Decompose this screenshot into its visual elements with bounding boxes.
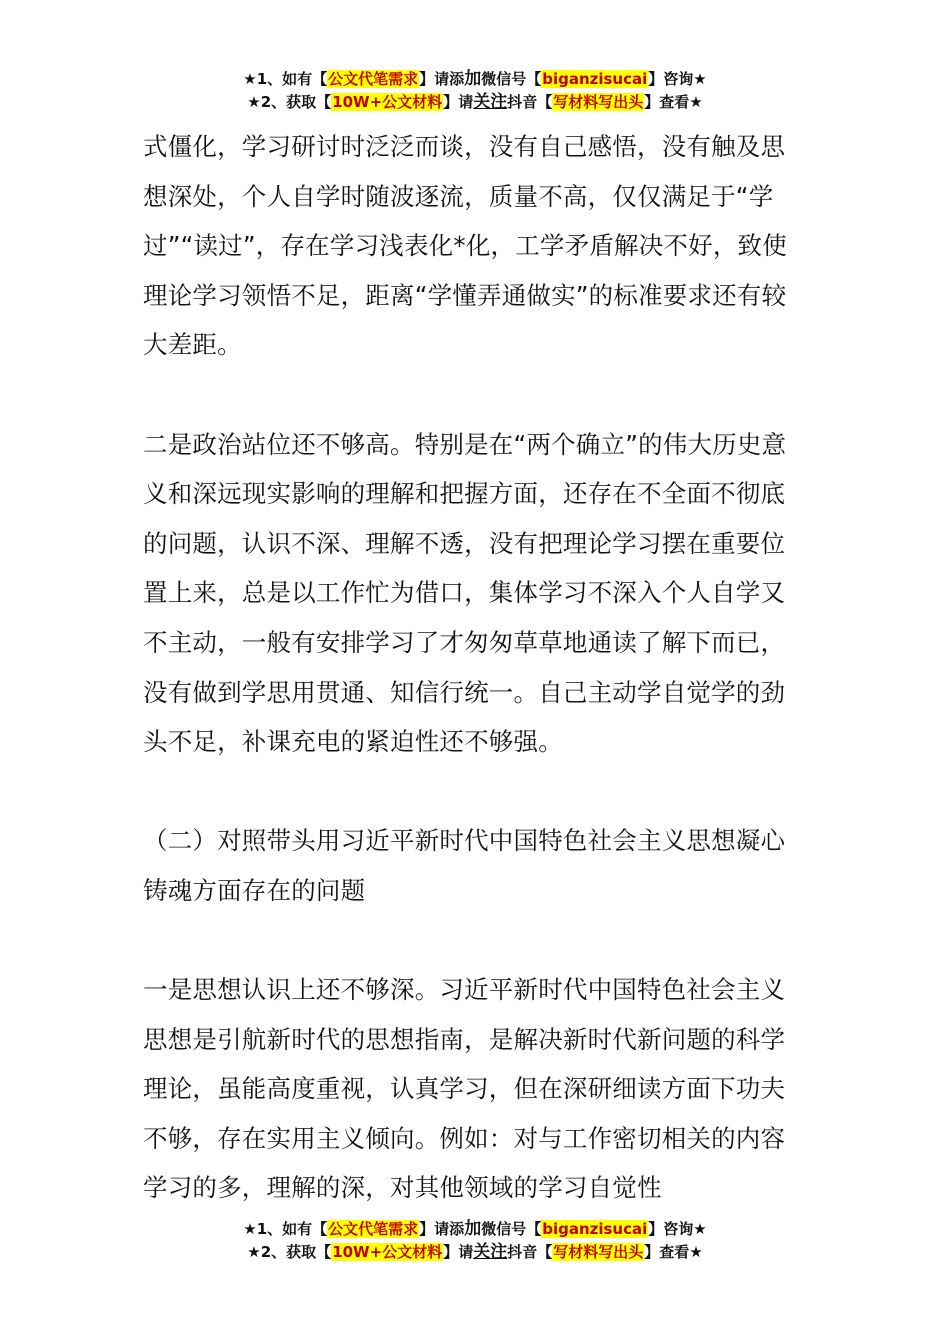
banner-text: 】请 — [443, 1243, 474, 1261]
paragraph-gap — [143, 370, 809, 420]
banner-text: 抖音【 — [507, 1243, 553, 1261]
banner-emphasis: 关注 — [473, 1242, 508, 1262]
banner-text: 】咨询★ — [648, 1220, 707, 1238]
highlight-text: 10W+公文材料 — [332, 1243, 443, 1261]
banner-text: ★2、获取【 — [247, 1243, 332, 1261]
banner-line-2 — [0, 1241, 950, 1264]
banner-line-1 — [0, 68, 950, 91]
footer-banner — [0, 1218, 950, 1264]
douyin-id: 写材料写出头 — [553, 1243, 644, 1261]
highlight-text: 10W+公文材料 — [332, 93, 443, 111]
header-banner — [0, 68, 950, 114]
document-body — [143, 122, 809, 1213]
banner-text: ★1、如有【 — [243, 70, 328, 88]
banner-line-1 — [0, 1218, 950, 1241]
section-heading: （二）对照带头用习近平新时代中国特色社会主义思想凝心铸魂方面存在的问题 — [143, 826, 786, 905]
banner-text: 】咨询★ — [648, 70, 707, 88]
highlight-text: 公文代笔需求 — [328, 1220, 419, 1238]
paragraph: 二是政治站位还不够高。特别是在“两个确立”的伟大历史意义和深远现实影响的理解和把握方面，还存在不全面不彻底的问题，认识不深、理解不透，没有把理论学习摆在重要位置上来，总是以工作忙为借口，集体学习不深入个人自学又不主动，一般有安排学习了才匆匆草草地通读了解下而已，没有做到学思用贯通、知信行统一。自己主动学自觉学的劲头不足，补课充电的紧迫性还不够强。 — [143, 429, 787, 757]
banner-text: ★1、如有【 — [243, 1220, 328, 1238]
banner-emphasis: 加 — [464, 1219, 482, 1239]
banner-text: 】请添 — [419, 70, 465, 88]
wechat-id: biganzisucai — [542, 1220, 648, 1238]
banner-emphasis: 加 — [464, 69, 482, 89]
banner-text: 】查看★ — [644, 1243, 703, 1261]
banner-emphasis: 关注 — [473, 92, 508, 112]
banner-line-2 — [0, 91, 950, 114]
paragraph: 式僵化，学习研讨时泛泛而谈，没有自己感悟，没有触及思想深处，个人自学时随波逐流，质量不高，仅仅满足于“学过”“读过”，存在学习浅表化*化，工学矛盾解决不好，致使理论学习领悟不足，距离“学懂弄通做实”的标准要求还有较大差距。 — [143, 132, 787, 360]
banner-text: 微信号【 — [481, 70, 542, 88]
douyin-id: 写材料写出头 — [553, 93, 644, 111]
banner-text: 微信号【 — [481, 1220, 542, 1238]
paragraph-gap — [143, 916, 809, 966]
paragraph-gap — [143, 767, 809, 817]
highlight-text: 公文代笔需求 — [328, 70, 419, 88]
banner-text: 】请添 — [419, 1220, 465, 1238]
wechat-id: biganzisucai — [542, 70, 648, 88]
banner-text: 】查看★ — [644, 93, 703, 111]
banner-text: ★2、获取【 — [247, 93, 332, 111]
banner-text: 】请 — [443, 93, 474, 111]
paragraph: 一是思想认识上还不够深。习近平新时代中国特色社会主义思想是引航新时代的思想指南，是解决新时代新问题的科学理论，虽能高度重视，认真学习，但在深研细读方面下功夫不够，存在实用主义倾向。例如：对与工作密切相关的内容学习的多，理解的深，对其他领域的学习自觉性 — [143, 975, 786, 1203]
banner-text: 抖音【 — [507, 93, 553, 111]
